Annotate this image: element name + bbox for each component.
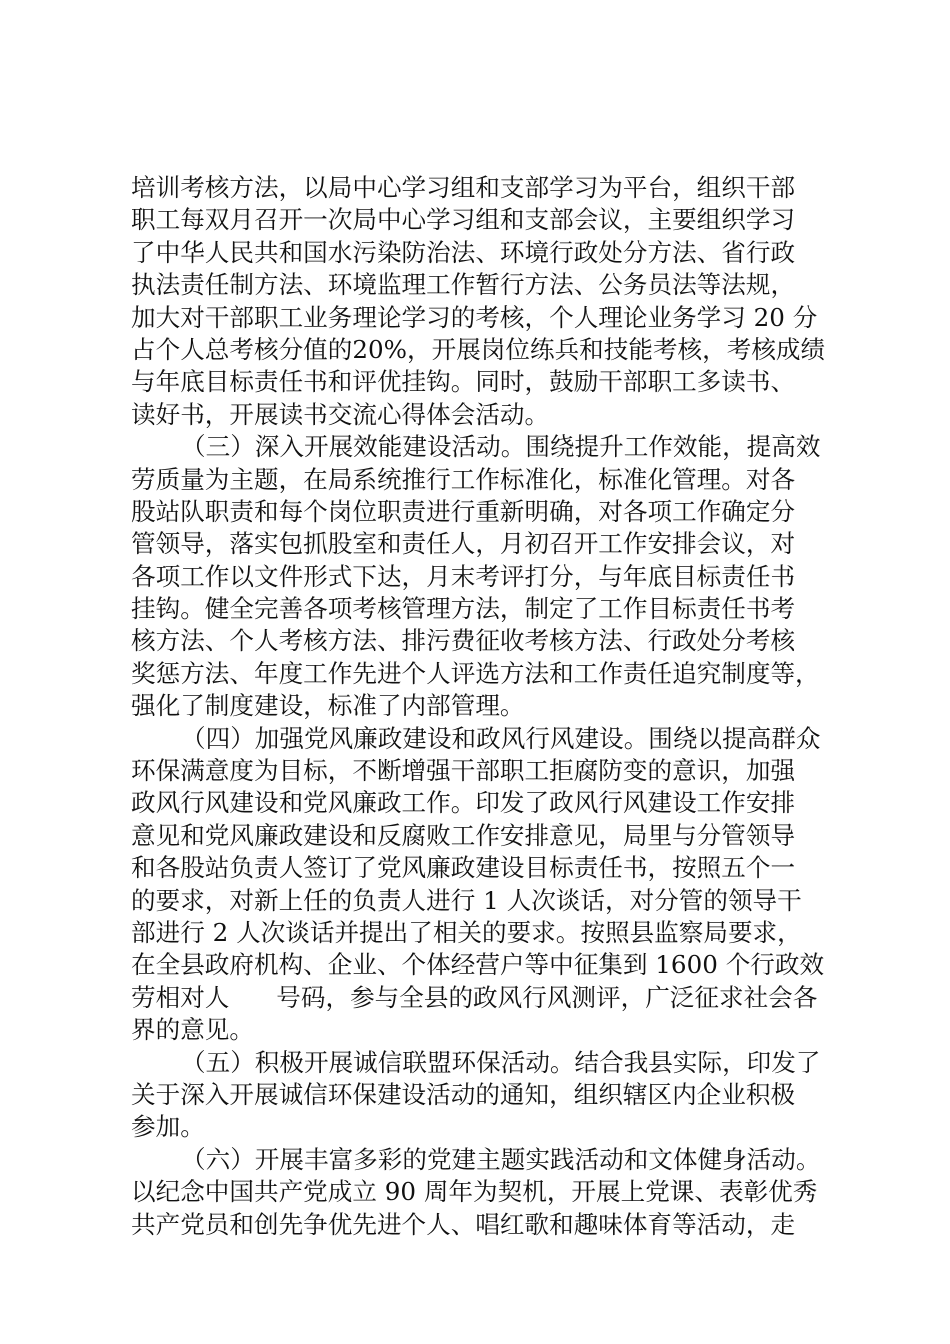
text-line: 政风行风建设和党风廉政工作。印发了政风行风建设工作安排 <box>131 788 796 818</box>
text-line: 以纪念中国共产党成立 90 周年为契机，开展上党课、表彰优秀 <box>131 1177 818 1207</box>
text-line: 核方法、个人考核方法、排污费征收考核方法、行政处分考核 <box>131 626 796 656</box>
text-line: 部进行 2 人次谈话并提出了相关的要求。按照县监察局要求， <box>131 917 802 947</box>
text-line: 读好书，开展读书交流心得体会活动。 <box>131 399 550 429</box>
paragraph-first-line: （三）深入开展效能建设活动。围绕提升工作效能，提高效 <box>181 432 821 462</box>
text-line: 关于深入开展诚信环保建设活动的通知，组织辖区内企业积极 <box>131 1079 796 1109</box>
paragraph-first-line: （四）加强党风廉政建设和政风行风建设。围绕以提高群众 <box>181 723 821 753</box>
text-line: 环保满意度为目标，不断增强干部职工拒腐防变的意识，加强 <box>131 756 796 786</box>
text-line: 加大对干部职工业务理论学习的考核，个人理论业务学习 20 分 <box>131 302 818 332</box>
text-line: 各项工作以文件形式下达，月末考评打分，与年底目标责任书 <box>131 561 796 591</box>
text-line: 在全县政府机构、企业、个体经营户等中征集到 1600 个行政效 <box>131 950 825 980</box>
text-line: 执法责任制方法、环境监理工作暂行方法、公务员法等法规， <box>131 270 796 300</box>
text-line: 和各股站负责人签订了党风廉政建设目标责任书，按照五个一 <box>131 853 796 883</box>
text-line: 意见和党风廉政建设和反腐败工作安排意见，局里与分管领导 <box>131 820 796 850</box>
text-line: 奖惩方法、年度工作先进个人评选方法和工作责任追究制度等， <box>131 658 820 688</box>
text-line: 劳质量为主题，在局系统推行工作标准化，标准化管理。对各 <box>131 464 796 494</box>
text-line: 强化了制度建设，标准了内部管理。 <box>131 691 525 721</box>
text-line: 职工每双月召开一次局中心学习组和支部会议，主要组织学习 <box>131 205 796 235</box>
text-line: 的要求，对新上任的负责人进行 1 人次谈话，对分管的领导干 <box>131 885 802 915</box>
text-line: 挂钩。健全完善各项考核管理方法，制定了工作目标责任书考 <box>131 594 796 624</box>
text-line: 劳相对人 号码，参与全县的政风行风测评，广泛征求社会各 <box>131 982 818 1012</box>
text-line: 与年底目标责任书和评优挂钩。同时，鼓励干部职工多读书、 <box>131 367 796 397</box>
text-line: 共产党员和创先争优先进个人、唱红歌和趣味体育等活动，走 <box>131 1209 796 1239</box>
text-line: 占个人总考核分值的20%，开展岗位练兵和技能考核，考核成绩 <box>131 334 826 364</box>
paragraph-first-line: （五）积极开展诚信联盟环保活动。结合我县实际，印发了 <box>181 1047 821 1077</box>
text-line: 界的意见。 <box>131 1015 254 1045</box>
text-line: 了中华人民共和国水污染防治法、环境行政处分方法、省行政 <box>131 237 796 267</box>
text-line: 管领导，落实包抓股室和责任人，月初召开工作安排会议，对 <box>131 529 796 559</box>
text-line: 参加。 <box>131 1112 205 1142</box>
paragraph-first-line: （六）开展丰富多彩的党建主题实践活动和文体健身活动。 <box>181 1144 821 1174</box>
text-line: 股站队职责和每个岗位职责进行重新明确，对各项工作确定分 <box>131 496 796 526</box>
text-line: 培训考核方法，以局中心学习组和支部学习为平台，组织干部 <box>131 173 796 202</box>
body-text <box>131 172 843 1241</box>
